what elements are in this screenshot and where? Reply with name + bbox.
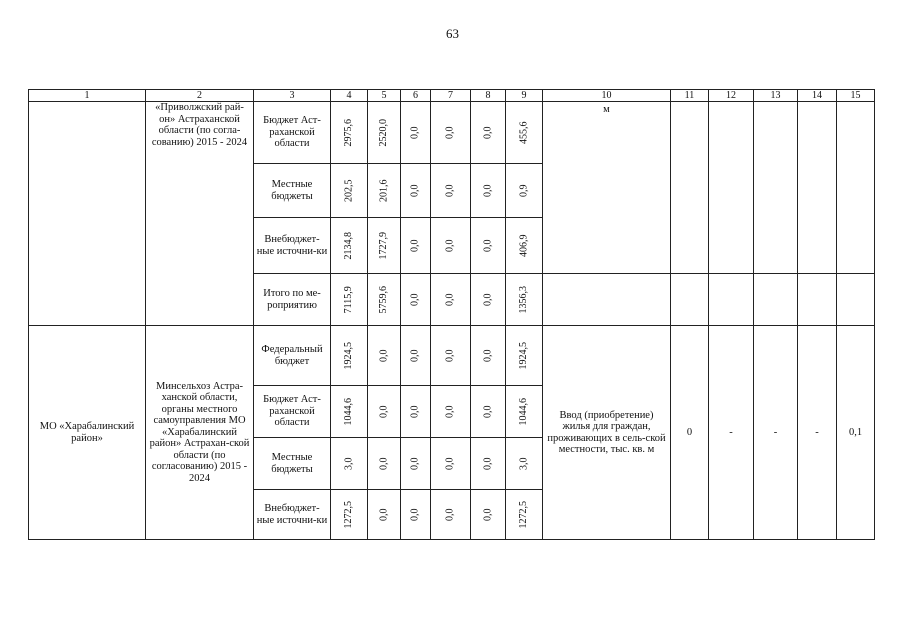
indicator-cell [837, 274, 875, 326]
header-cell: 7 [431, 90, 471, 102]
value-cell: 0,0 [471, 102, 506, 164]
indicator-cell [709, 274, 754, 326]
value-cell: 1924,5 [331, 326, 368, 386]
value-cell: 455,6 [506, 102, 543, 164]
value-cell: 201,6 [368, 164, 401, 218]
header-cell: 1 [29, 90, 146, 102]
table-row [29, 326, 875, 386]
header-cell: 5 [368, 90, 401, 102]
value-cell: 5759,6 [368, 274, 401, 326]
indicator-cell: - [798, 326, 837, 540]
value-cell: 0,0 [401, 164, 431, 218]
header-cell: 10 [543, 90, 671, 102]
result-cell: Ввод (приобретение) жилья для граждан, проживающих в сель-ской местности, тыс. кв. м [543, 326, 671, 540]
header-cell: 6 [401, 90, 431, 102]
indicator-cell: 0 [671, 326, 709, 540]
value-cell: 2975,6 [331, 102, 368, 164]
indicator-cell [671, 102, 709, 274]
value-cell: 0,9 [506, 164, 543, 218]
municipality-cell: МО «Харабалинский район» [29, 326, 146, 540]
header-cell: 8 [471, 90, 506, 102]
indicator-cell [837, 102, 875, 274]
value-cell: 0,0 [471, 386, 506, 438]
value-cell: 1356,3 [506, 274, 543, 326]
value-cell: 0,0 [401, 438, 431, 490]
value-cell: 0,0 [401, 326, 431, 386]
value-cell: 0,0 [471, 326, 506, 386]
funding-source: Местные бюджеты [254, 438, 331, 490]
value-cell: 0,0 [471, 218, 506, 274]
indicator-cell [798, 274, 837, 326]
value-cell: 0,0 [431, 164, 471, 218]
municipality-cell [29, 102, 146, 326]
value-cell: 0,0 [471, 490, 506, 540]
header-cell: 2 [146, 90, 254, 102]
value-cell: 1272,5 [506, 490, 543, 540]
value-cell: 1924,5 [506, 326, 543, 386]
indicator-cell [798, 102, 837, 274]
indicator-cell [754, 102, 798, 274]
executor-cell: Минсельхоз Астра-ханской области, органы местного самоуправления МО «Харабалинский район» Астрахан-ской области (по согласованию) 2015 - 2024 [146, 326, 254, 540]
header-cell: 4 [331, 90, 368, 102]
value-cell: 3,0 [331, 438, 368, 490]
header-cell: 11 [671, 90, 709, 102]
value-cell: 2520,0 [368, 102, 401, 164]
funding-source: Бюджет Аст-раханской области [254, 386, 331, 438]
program-table [28, 89, 875, 540]
header-cell: 12 [709, 90, 754, 102]
value-cell: 0,0 [368, 386, 401, 438]
indicator-cell [671, 274, 709, 326]
value-cell: 0,0 [431, 386, 471, 438]
value-cell: 0,0 [368, 490, 401, 540]
header-cell: 13 [754, 90, 798, 102]
value-cell: 0,0 [471, 438, 506, 490]
value-cell: 0,0 [431, 218, 471, 274]
value-cell: 1727,9 [368, 218, 401, 274]
value-cell: 0,0 [401, 102, 431, 164]
header-cell: 9 [506, 90, 543, 102]
value-cell: 0,0 [431, 274, 471, 326]
value-cell: 0,0 [401, 386, 431, 438]
indicator-cell: 0,1 [837, 326, 875, 540]
value-cell: 0,0 [401, 490, 431, 540]
value-cell: 0,0 [368, 438, 401, 490]
value-cell: 7115,9 [331, 274, 368, 326]
value-cell: 0,0 [431, 326, 471, 386]
funding-source: Федеральный бюджет [254, 326, 331, 386]
value-cell: 0,0 [431, 490, 471, 540]
value-cell: 3,0 [506, 438, 543, 490]
funding-source: Местные бюджеты [254, 164, 331, 218]
executor-cell: «Приволжский рай-он» Астраханской области (по согла-сованию) 2015 - 2024 [146, 102, 254, 326]
value-cell: 0,0 [471, 274, 506, 326]
value-cell: 0,0 [401, 218, 431, 274]
value-cell: 1044,6 [331, 386, 368, 438]
indicator-cell: - [754, 326, 798, 540]
funding-source: Внебюджет-ные источни-ки [254, 218, 331, 274]
indicator-cell [754, 274, 798, 326]
value-cell: 0,0 [431, 438, 471, 490]
page-number: 63 [446, 26, 459, 41]
header-cell: 15 [837, 90, 875, 102]
value-cell: 202,5 [331, 164, 368, 218]
indicator-cell: - [709, 326, 754, 540]
table-row [29, 102, 875, 164]
header-row [29, 90, 875, 102]
value-cell: 1044,6 [506, 386, 543, 438]
value-cell: 406,9 [506, 218, 543, 274]
header-cell: 3 [254, 90, 331, 102]
funding-source: Бюджет Аст-раханской области [254, 102, 331, 164]
header-cell: 14 [798, 90, 837, 102]
value-cell: 0,0 [401, 274, 431, 326]
value-cell: 2134,8 [331, 218, 368, 274]
value-cell: 0,0 [368, 326, 401, 386]
value-cell: 0,0 [471, 164, 506, 218]
indicator-cell [709, 102, 754, 274]
value-cell: 1272,5 [331, 490, 368, 540]
result-cell [543, 274, 671, 326]
value-cell: 0,0 [431, 102, 471, 164]
result-cell: м [543, 102, 671, 274]
funding-source: Внебюджет-ные источни-ки [254, 490, 331, 540]
funding-source: Итого по ме-роприятию [254, 274, 331, 326]
